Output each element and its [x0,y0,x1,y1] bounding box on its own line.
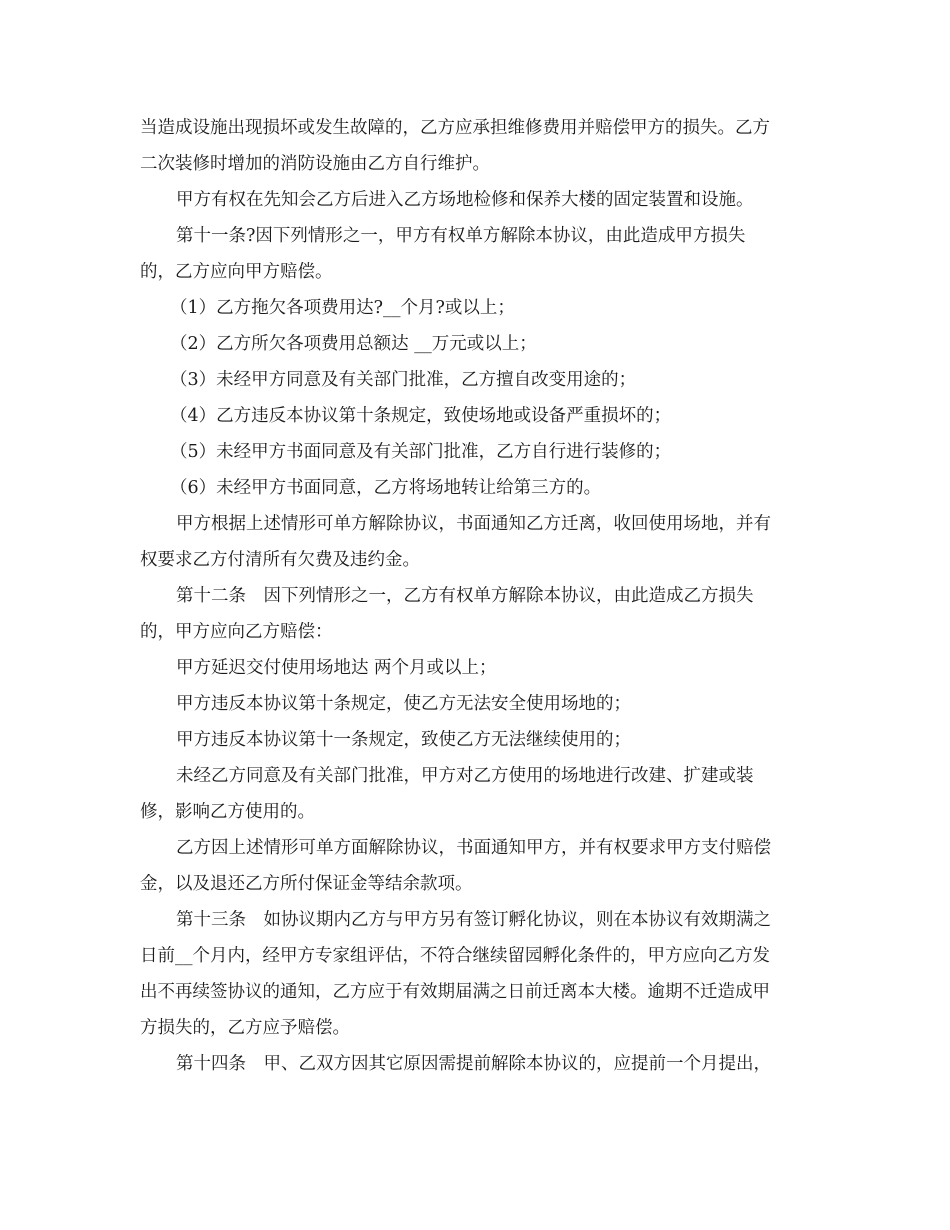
text-line: 修，影响乙方使用的。 [140,802,315,822]
text-line: 方损失的，乙方应予赔偿。 [140,1018,350,1038]
list-item: （4）乙方违反本协议第十条规定，致使场地或设备严重损坏的； [170,406,672,426]
list-item: 甲方违反本协议第十条规定，使乙方无法安全使用场地的； [176,694,631,714]
text-line: 的，甲方应向乙方赔偿： [140,622,333,642]
text-line: 乙方因上述情形可单方面解除协议，书面通知甲方，并有权要求甲方支付赔偿 [176,838,771,858]
list-item: （3）未经甲方同意及有关部门批准，乙方擅自改变用途的； [170,370,637,390]
article-14-heading: 第十四条 甲、乙双方因其它原因需提前解除本协议的，应提前一个月提出， [176,1054,771,1074]
document-body [140,110,812,1082]
list-item: （5）未经甲方书面同意及有关部门批准，乙方自行进行装修的； [170,442,672,462]
list-item: 未经乙方同意及有关部门批准，甲方对乙方使用的场地进行改建、扩建或装 [176,766,754,786]
text-line: 当造成设施出现损坏或发生故障的，乙方应承担维修费用并赔偿甲方的损失。乙方 [140,118,770,138]
list-item: （2）乙方所欠各项费用总额达 __万元或以上； [170,334,537,354]
text-line: 的，乙方应向甲方赔偿。 [140,262,333,282]
text-line: 甲方根据上述情形可单方解除协议，书面通知乙方迁离，收回使用场地，并有 [176,514,771,534]
list-item: （6）未经甲方书面同意，乙方将场地转让给第三方的。 [170,478,602,498]
list-item: 甲方延迟交付使用场地达 两个月或以上； [176,658,497,678]
list-item: （1）乙方拖欠各项费用达?__个月?或以上； [170,298,515,318]
list-item: 甲方违反本协议第十一条规定，致使乙方无法继续使用的； [176,730,631,750]
article-12-heading: 第十二条 因下列情形之一，乙方有权单方解除本协议，由此造成乙方损失 [176,586,754,606]
text-line: 日前__个月内，经甲方专家组评估，不符合继续留园孵化条件的，甲方应向乙方发 [140,946,770,966]
article-13-heading: 第十三条 如协议期内乙方与甲方另有签订孵化协议，则在本协议有效期满之 [176,910,771,930]
text-line: 出不再续签协议的通知，乙方应于有效期届满之日前迁离本大楼。逾期不迁造成甲 [140,982,770,1002]
text-line: 金，以及退还乙方所付保证金等结余款项。 [140,874,473,894]
text-line: 权要求乙方付清所有欠费及违约金。 [140,550,420,570]
text-line: 甲方有权在先知会乙方后进入乙方场地检修和保养大楼的固定装置和设施。 [176,190,754,210]
article-11-heading: 第十一条?因下列情形之一，甲方有权单方解除本协议，由此造成甲方损失 [176,226,746,246]
text-line: 二次装修时增加的消防设施由乙方自行维护。 [140,154,490,174]
